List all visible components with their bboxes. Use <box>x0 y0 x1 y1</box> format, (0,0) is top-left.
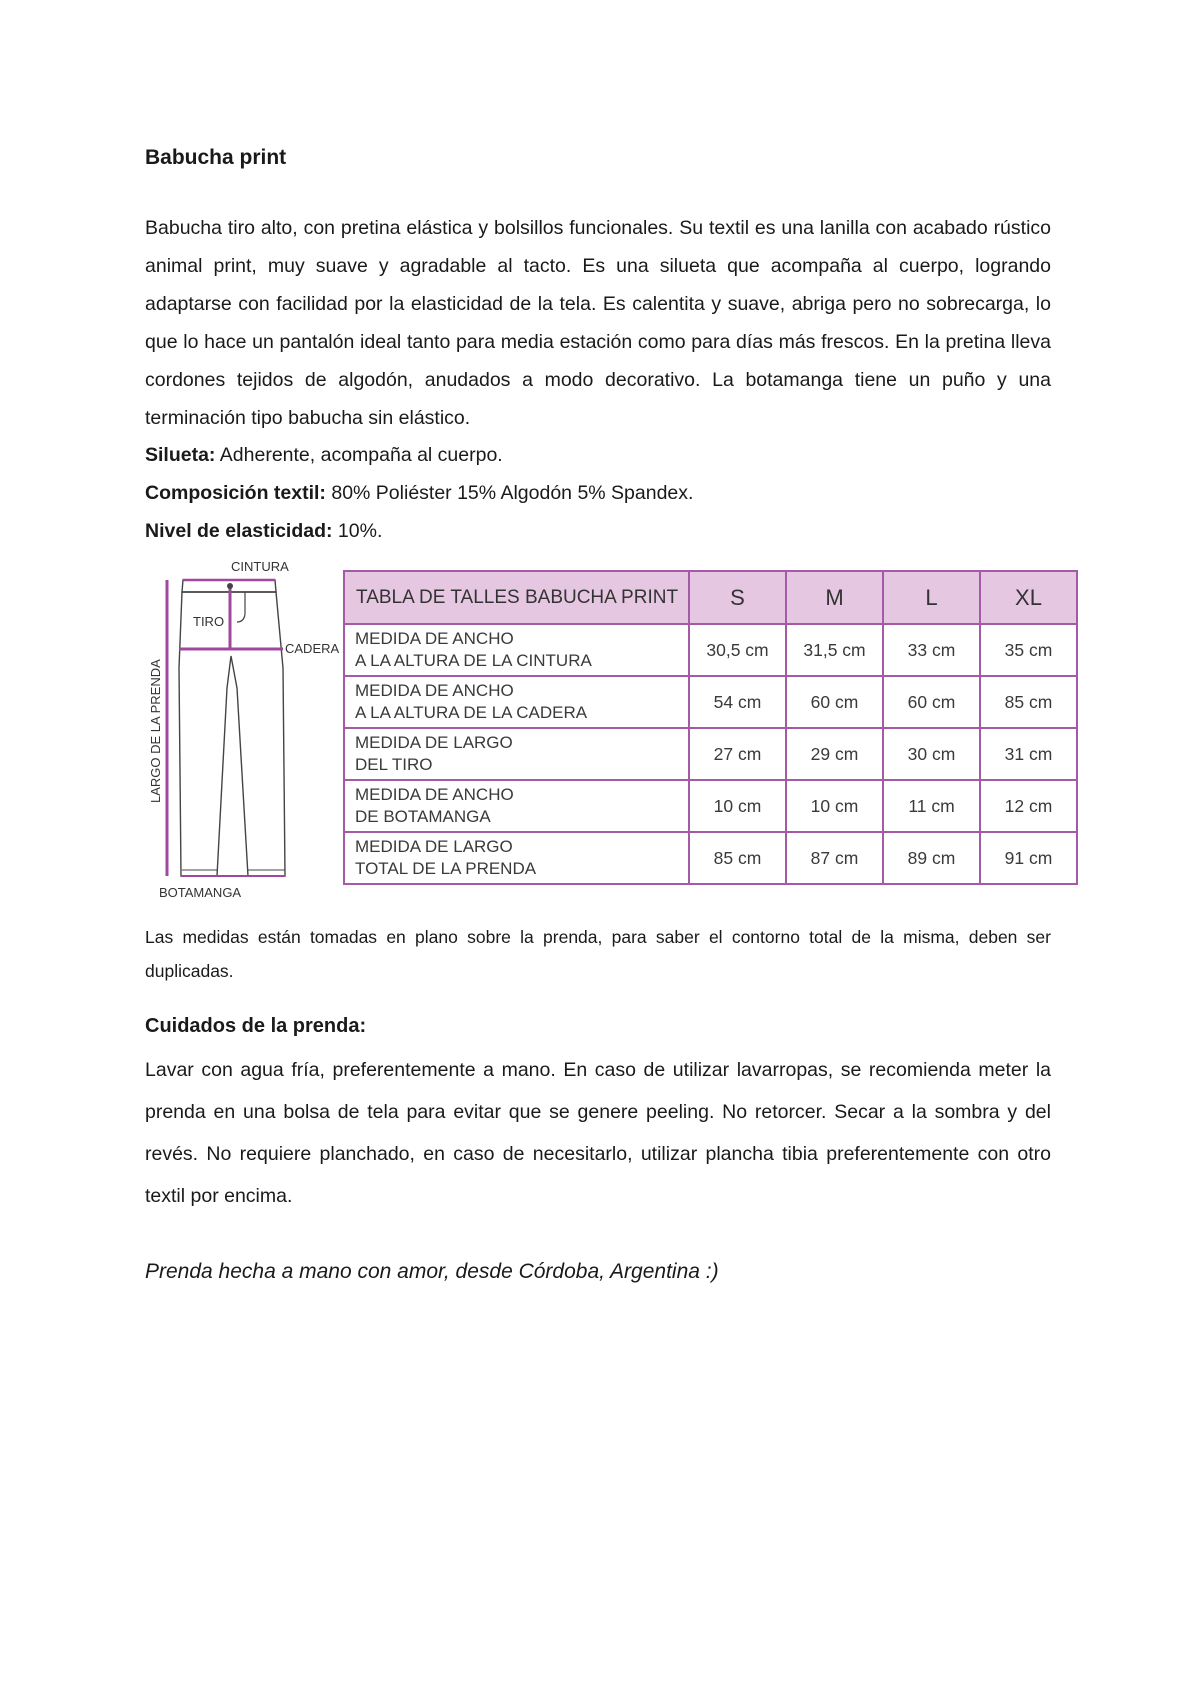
cell-value: 11 cm <box>883 780 980 832</box>
row-label-line2: A LA ALTURA DE LA CINTURA <box>355 651 592 670</box>
row-label <box>344 780 689 832</box>
spec-composicion <box>145 482 693 505</box>
row-label <box>344 728 689 780</box>
label-botamanga: BOTAMANGA <box>159 885 242 900</box>
cell-value: 31 cm <box>980 728 1077 780</box>
cell-value: 30,5 cm <box>689 624 786 676</box>
cell-value: 85 cm <box>980 676 1077 728</box>
cell-value: 10 cm <box>786 780 883 832</box>
signoff-text: Prenda hecha a mano con amor, desde Córdoba, Argentina :) <box>145 1260 719 1283</box>
table-row <box>344 780 1077 832</box>
cell-value: 85 cm <box>689 832 786 884</box>
product-title: Babucha print <box>145 146 287 169</box>
cell-value: 12 cm <box>980 780 1077 832</box>
size-table-title: TABLA DE TALLES BABUCHA PRINT <box>344 571 689 624</box>
spec-composicion-value: 80% Poliéster 15% Algodón 5% Spandex. <box>325 482 694 504</box>
size-header-s: S <box>689 571 786 624</box>
cell-value: 30 cm <box>883 728 980 780</box>
row-label <box>344 832 689 884</box>
cell-value: 35 cm <box>980 624 1077 676</box>
label-cadera: CADERA <box>285 641 340 656</box>
size-table <box>343 570 1078 885</box>
cell-value: 91 cm <box>980 832 1077 884</box>
cell-value: 54 cm <box>689 676 786 728</box>
spec-elasticidad-value: 10%. <box>332 520 383 542</box>
row-label-line1: MEDIDA DE ANCHO <box>355 629 514 648</box>
row-label-line1: MEDIDA DE ANCHO <box>355 785 514 804</box>
pants-measurement-diagram <box>145 558 345 903</box>
row-label-line2: DE BOTAMANGA <box>355 807 491 826</box>
row-label-line1: MEDIDA DE LARGO <box>355 837 513 856</box>
cell-value: 31,5 cm <box>786 624 883 676</box>
spec-elasticidad <box>145 520 382 543</box>
size-header-m: M <box>786 571 883 624</box>
label-cintura: CINTURA <box>231 559 289 574</box>
care-instructions: Lavar con agua fría, preferentemente a mano. En caso de utilizar lavarropas, se recomienda meter la prenda en una bolsa de tela para evitar que se genere peeling. No retorcer. Secar a la sombra y del revés. No requiere planchado, en caso de necesitarlo, utilizar plancha tibia preferentemente con otro textil por encima. <box>145 1059 1051 1207</box>
cell-value: 87 cm <box>786 832 883 884</box>
cell-value: 60 cm <box>883 676 980 728</box>
spec-elasticidad-label: Nivel de elasticidad: <box>145 520 333 542</box>
care-title: Cuidados de la prenda: <box>145 1015 367 1037</box>
row-label-line2: DEL TIRO <box>355 755 433 774</box>
row-label-line1: MEDIDA DE LARGO <box>355 733 513 752</box>
row-label <box>344 624 689 676</box>
cell-value: 29 cm <box>786 728 883 780</box>
size-header-l: L <box>883 571 980 624</box>
size-table-header-row <box>344 571 1077 624</box>
cell-value: 27 cm <box>689 728 786 780</box>
row-label <box>344 676 689 728</box>
spec-silueta-label: Silueta: <box>145 444 216 466</box>
row-label-line2: TOTAL DE LA PRENDA <box>355 859 537 878</box>
cell-value: 89 cm <box>883 832 980 884</box>
row-label-line1: MEDIDA DE ANCHO <box>355 681 514 700</box>
table-row <box>344 624 1077 676</box>
spec-silueta <box>145 444 503 467</box>
spec-silueta-value: Adherente, acompaña al cuerpo. <box>215 444 503 466</box>
cell-value: 33 cm <box>883 624 980 676</box>
spec-composicion-label: Composición textil: <box>145 482 326 504</box>
measurement-note: Las medidas están tomadas en plano sobre la prenda, para saber el contorno total de la misma, deben ser duplicadas. <box>145 927 1051 981</box>
label-largo: LARGO DE LA PRENDA <box>148 659 163 803</box>
cell-value: 60 cm <box>786 676 883 728</box>
table-row <box>344 676 1077 728</box>
table-row <box>344 832 1077 884</box>
label-tiro: TIRO <box>193 614 225 629</box>
table-row <box>344 728 1077 780</box>
row-label-line2: A LA ALTURA DE LA CADERA <box>355 703 588 722</box>
size-header-xl: XL <box>980 571 1077 624</box>
product-description: Babucha tiro alto, con pretina elástica y bolsillos funcionales. Su textil es una lanilla con acabado rústico animal print, muy suave y agradable al tacto. Es una silueta que acompaña al cuerpo, logrando adaptarse con facilidad por la elasticidad de la tela. Es calentita y suave, abriga pero no sobrecarga, lo que lo hace un pantalón ideal tanto para media estación como para días más frescos. En la pretina lleva cordones tejidos de algodón, anudados a modo decorativo. La botamanga tiene un puño y una terminación tipo babucha sin elástico. <box>145 217 1051 429</box>
cell-value: 10 cm <box>689 780 786 832</box>
